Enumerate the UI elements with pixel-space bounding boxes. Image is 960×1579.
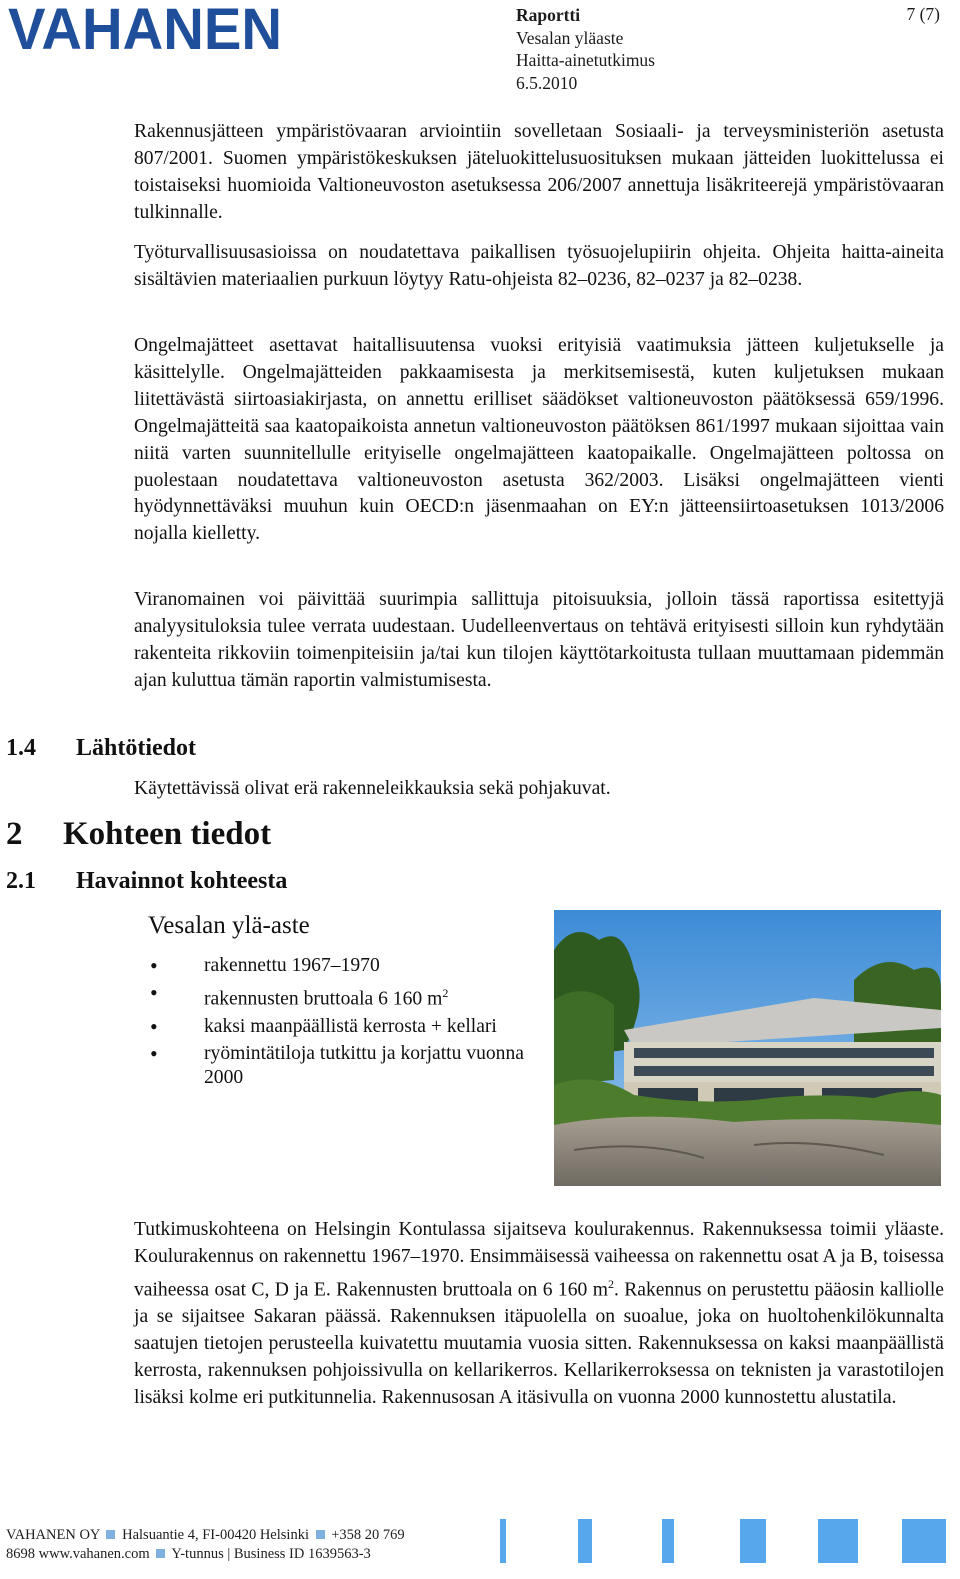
section-title: Lähtötiedot [76,735,196,761]
description-text: . Rakennus on perustettu pääosin kalliolle ja se sijaitsee Sakaran päässä. Rakennuksen itäpuolella on suoalue, joka on huoltohenkilökunnalta saatujen tietojen perusteella kuivatettu muutamia vuosia sitten. Rakennuksessa on kaksi maanpäällistä kerrosta, rakennuksen pohjoissivulla on kellarikerros. Kellarikerroksessa on teknisten ja varastotilojen lisäksi kolme eri putkitunnelia. Rakennusosan A itäsivulla on vuonna 2000 kunnostettu alustatila. [134,1279,944,1408]
footer-line-2 [6,1545,405,1564]
company-address: Halsuantie 4, FI-00420 Helsinki [122,1527,309,1543]
page-number: 7 (7) [906,4,940,24]
report-label: Raportti [516,5,581,25]
section-heading-2 [6,816,271,853]
phone-number: +358 20 769 [331,1527,405,1543]
document-header [516,4,655,94]
school-title: Vesalan ylä-aste [148,912,310,939]
list-item [150,1042,540,1090]
section-heading-2-1 [6,868,287,895]
section-number: 2 [6,816,23,852]
report-date: 6.5.2010 [516,72,578,93]
superscript: 2 [442,986,449,1000]
paragraph-text: Rakennusjätteen ympäristövaaran arviointiin sovelletaan Sosiaali- ja terveysministeriön asetusta 807/2001. Suomen ympäristökeskuksen jäteluokittelusuosituksen mukaan jätteiden luokittelussa ei toistaiseksi huomioida Valtioneuvoston asetuksessa 206/2007 annettuja lisäkriteerejä ympäristövaaran tulkinnalle. [134,121,944,223]
description-text: Tutkimuskohteena on Helsingin Kontulassa sijaitseva koulurakennus. Rakennuksessa toimii yläaste. Koulurakennus on rakennettu 1967–1970. Ensimmäisessä vaiheessa on rakennettu osat A ja B, toisessa vaiheessa osat C, D ja E. Rakennusten bruttoala on 6 160 m [134,1219,944,1301]
fact-text: kaksi maanpäällistä kerrosta + kellari [204,1015,497,1037]
blue-square-icon [156,1549,165,1558]
phone-number-cont: 8698 [6,1546,35,1562]
business-id: Y-tunnus | Business ID 1639563-3 [171,1546,371,1562]
paragraph-text: Käytettävissä olivat erä rakenneleikkauksia sekä pohjakuvat. [134,778,611,799]
paragraph-source-data [134,776,944,803]
section-title: Kohteen tiedot [63,816,272,852]
website-link[interactable]: www.vahanen.com [38,1546,150,1562]
section-heading-1-4 [6,735,196,762]
paragraph-text: Viranomainen voi päivittää suurimpia sallittuja pitoisuuksia, jolloin tässä raportissa esitettyjä analyysituloksia tulee verrata uudestaan. Uudelleenvertaus on tehtävä erityisesti silloin kun ryhdytään rakenteita rikkoviin toimenpiteisiin ja/tai kun tilojen käyttötarkoitusta tullaan muuttamaan pidemmän ajan kuluttua tämän raportin valmistumisesta. [134,589,944,691]
section-number: 2.1 [6,868,36,894]
paragraph-hazardous-waste [134,333,944,548]
project-name: Vesalan yläaste [516,27,624,48]
vahanen-logo [6,2,286,58]
paragraph-authority-update [134,587,944,695]
list-item [150,1015,540,1039]
fact-text: rakennusten bruttoala 6 160 m [204,988,443,1010]
footer-bars-decoration [496,1519,948,1563]
building-facts-list [150,954,540,1093]
page-footer [6,1526,405,1564]
list-item [150,981,540,1012]
paragraph-text: Ongelmajätteet asettavat haitallisuutensa vuoksi erityisiä vaatimuksia jätteen kuljetukselle ja käsittelylle. Ongelmajätteiden pakkaamisesta ja merkitsemisestä, kuten kuljetuksen mukaan liitettävästä siirtoasiakirjasta, on annettu erilliset säädökset valtioneuvoston päätöksessä 659/1996. Ongelmajätteitä saa kaatopaikoista annetun valtioneuvoston päätöksen 861/1997 mukaan sijoittaa vain niitä varten suunnitellulle erityiselle ongelmajätteen kaatopaikalle. Ongelmajätteen poltossa on puolestaan noudatettava valtioneuvoston asetusta 362/2003. Lisäksi ongelmajätteen vienti hyödynnettäväksi muuhun kuin OECD:n jäsenmaahan on EY:n jätteensiirtoasetuksen 1013/2006 nojalla kielletty. [134,335,944,545]
company-name: VAHANEN OY [6,1527,100,1543]
study-name: Haitta-ainetutkimus [516,50,655,70]
footer-line-1 [6,1526,405,1545]
fact-text: rakennettu 1967–1970 [204,955,380,976]
fact-text: ryömintätiloja tutkittu ja korjattu vuonna 2000 [204,1042,524,1088]
blue-square-icon [106,1530,115,1539]
paragraph-text [134,1217,944,1412]
section-title: Havainnot kohteesta [76,868,288,894]
logo-wordmark: VAHANEN [8,2,282,58]
paragraph-waste-classification [134,119,944,227]
school-building-photo [554,910,941,1186]
blue-square-icon [316,1530,325,1539]
paragraph-site-description [134,1217,944,1412]
paragraph-work-safety [134,240,944,294]
paragraph-text: Työturvallisuusasioissa on noudatettava paikallisen työsuojelupiirin ohjeita. Ohjeita haitta-aineita sisältävien materiaalien purkuun löytyy Ratu-ohjeista 82–0236, 82–0237 ja 82–0238. [134,242,944,290]
superscript: 2 [607,1276,614,1291]
list-item [150,954,540,978]
section-number: 1.4 [6,735,36,761]
